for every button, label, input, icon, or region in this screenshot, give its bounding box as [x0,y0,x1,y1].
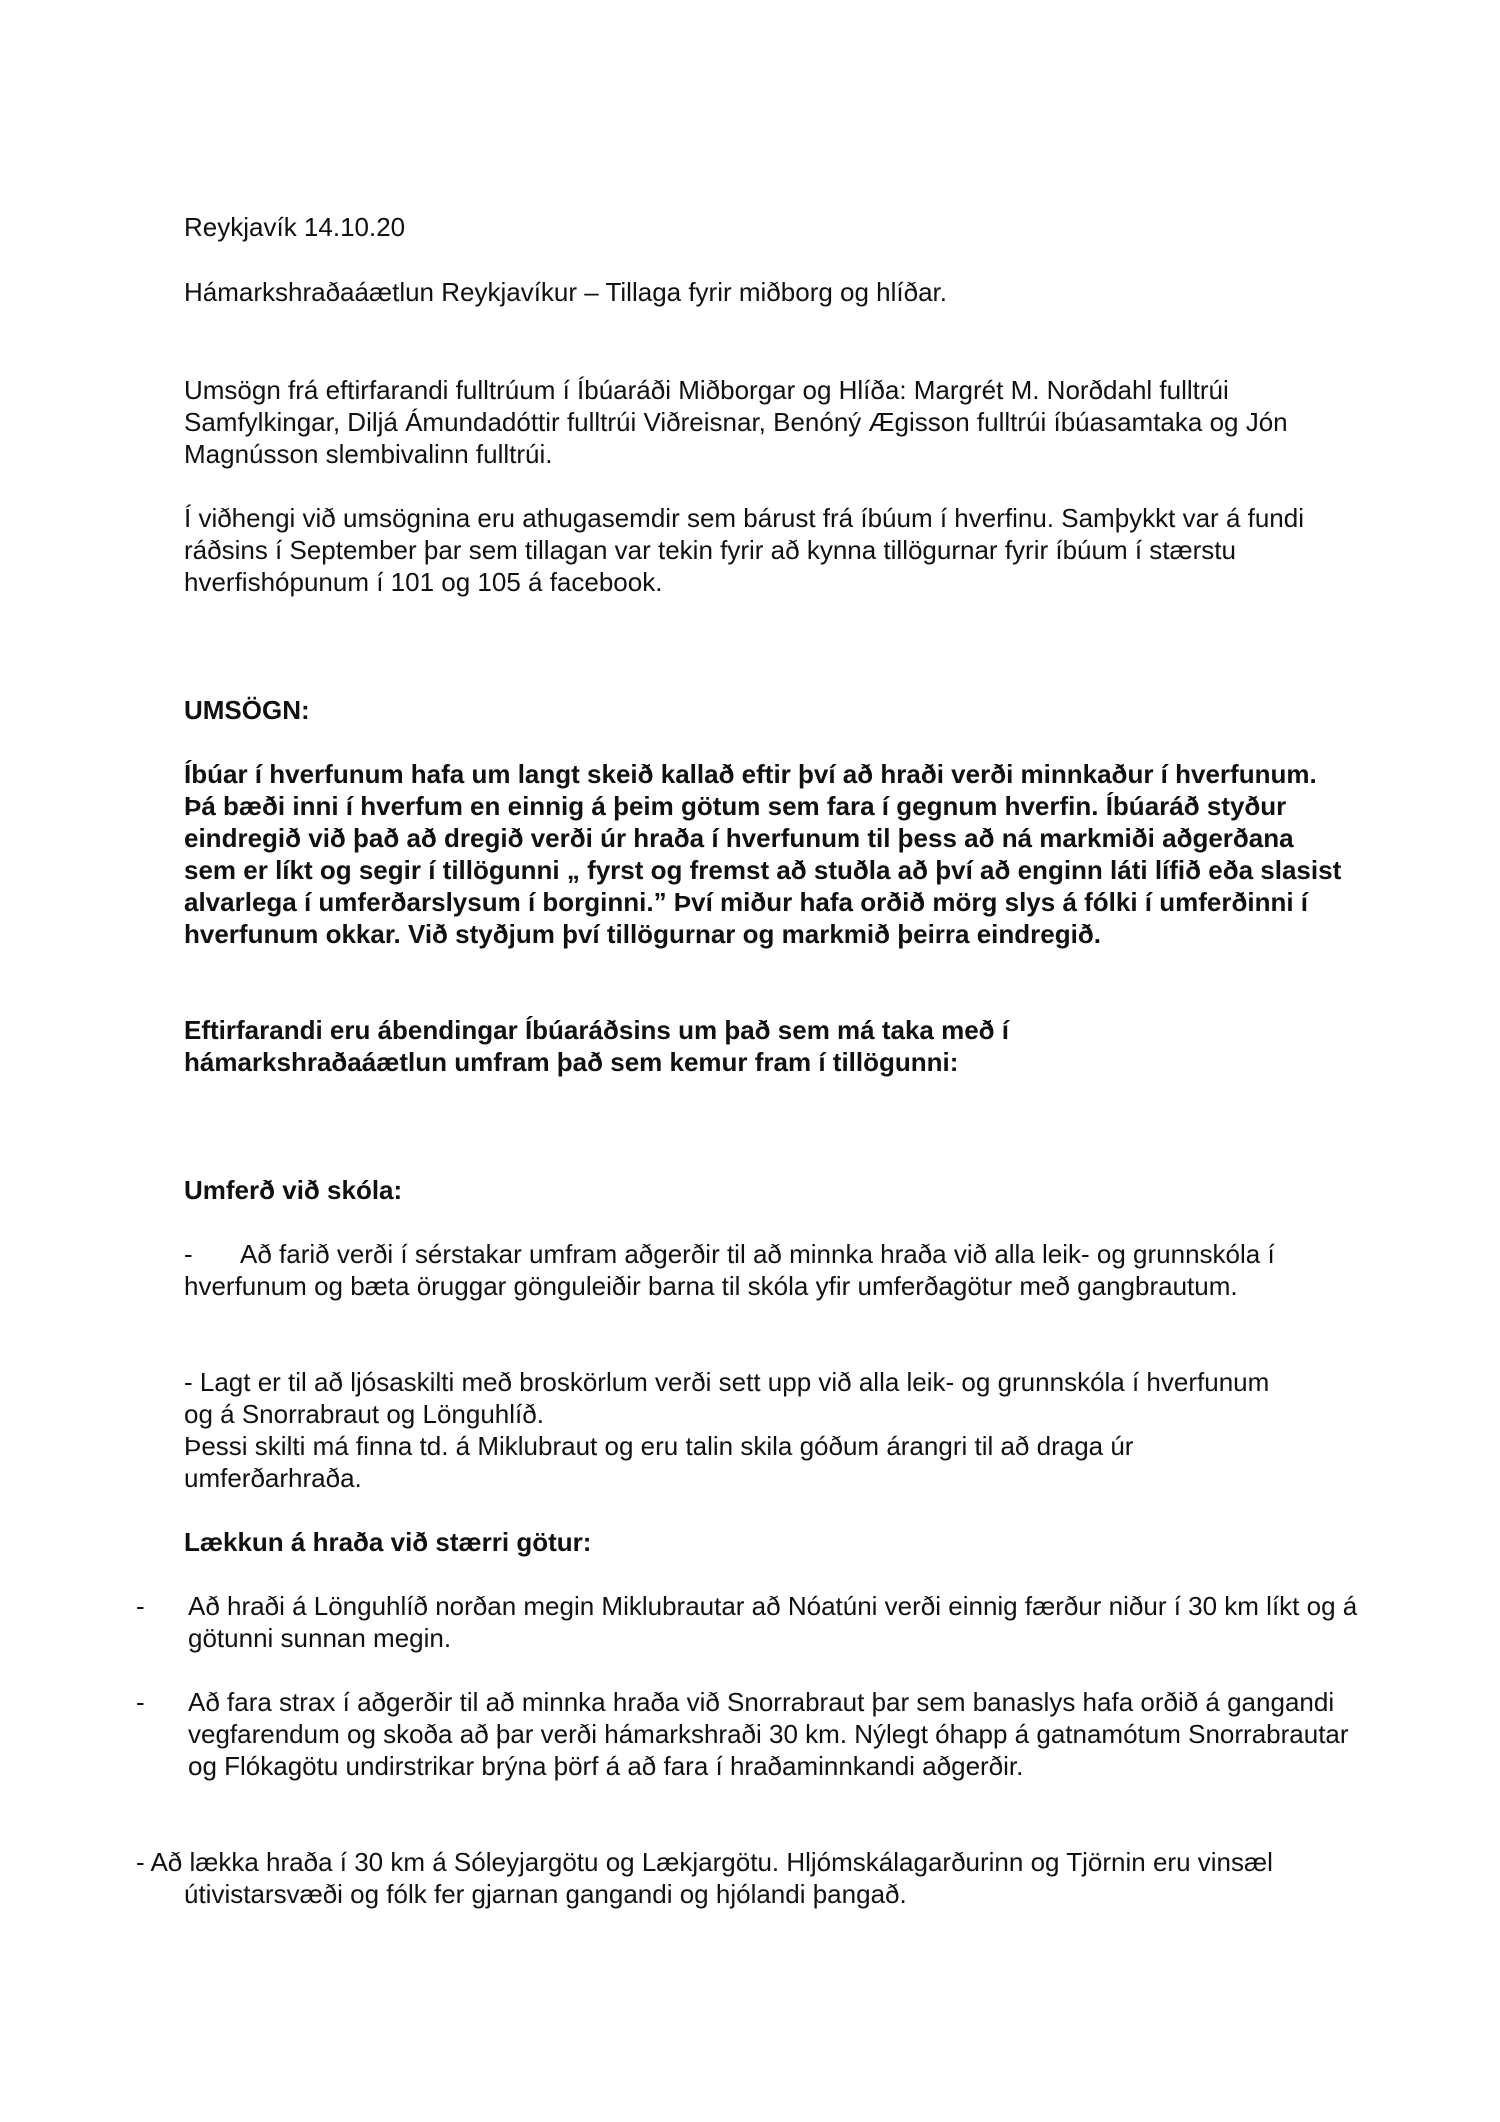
schools-item-1 [184,1238,1334,1302]
review-heading: UMSÖGN: [184,695,310,725]
list-dash: - [136,1591,145,1621]
intro-paragraph: Umsögn frá eftirfarandi fulltrúum í Íbúaráði Miðborgar og Hlíða: Margrét M. Norðdahl fulltrúi Samfylkingar, Diljá Ámundadóttir fulltrúi Viðreisnar, Benóný Ægisson fulltrúi íbúasamtaka og Jón Magnússon slembivalinn fulltrúi. [184,375,1288,469]
speed-item-1-text: Að hraði á Lönguhlíð norðan megin Miklubrautar að Nóatúni verði einnig færður niður í 30 km líkt og á götunni sunnan megin. [188,1591,1358,1653]
date-line: Reykjavík 14.10.20 [184,212,406,242]
list-dash: - [184,1239,193,1269]
schools-heading: Umferð við skóla: [184,1175,403,1205]
schools-item-1-text: Að farið verði í sérstakar umfram aðgerðir til að minnka hraða við alla leik- og grunnskóla í hverfunum og bæta öruggar gönguleiðir barna til skóla yfir umferðagötur með gangbrautum. [184,1239,1275,1301]
attachment-paragraph: Í viðhengi við umsögnina eru athugasemdir sem bárust frá íbúum í hverfinu. Samþykkt var á fundi ráðsins í September þar sem tillagan var tekin fyrir að kynna tillögurnar fyrir íbúum í stærstu hverfishópunum í 101 og 105 á facebook. [184,503,1305,597]
speed-item-2-text: Að fara strax í aðgerðir til að minnka hraða við Snorrabraut þar sem banaslys hafa orðið á gangandi vegfarendum og skoða að þar verði hámarkshraði 30 km. Nýlegt óhapp á gatnamótum Snorrabrautar og Flókagötu undirstrikar brýna þörf á að fara í hraðaminnkandi aðgerðir. [188,1687,1349,1781]
schools-item-2-line-2: Þessi skilti má finna td. á Miklubraut og eru talin skila góðum árangri til að draga úr umferðarhraða. [184,1431,1134,1493]
schools-item-2-line-1: - Lagt er til að ljósaskilti með broskörlum verði sett upp við alla leik- og grunnskóla í hverfunum og á Snorrabraut og Lönguhlíð. [184,1367,1270,1429]
list-dash: - [136,1687,145,1717]
review-paragraph-1: Íbúar í hverfunum hafa um langt skeið kallað eftir því að hraði verði minnkaður í hverfunum. Þá bæði inni í hverfum en einnig á þeim götum sem fara í gegnum hverfin. Íbúaráð styður eindregið við það að dregið verði úr hraða í hverfunum til þess að ná markmiði aðgerðana sem er líkt og segir í tillögunni „ fyrst og fremst að stuðla að því að enginn láti lífið eða slasist alvarlega í umferðarslysum í borginni.” Því miður hafa orðið mörg slys á fólki í umferðinni í hverfunum okkar. Við styðjum því tillögurnar og markmið þeirra eindregið. [184,759,1342,949]
speed-item-2 [136,1686,1368,1782]
review-paragraph-2: Eftirfarandi eru ábendingar Íbúaráðsins um það sem má taka með í hámarkshraðaáætlun umfram það sem kemur fram í tillögunni: [184,1015,1010,1077]
speed-item-1 [136,1590,1360,1654]
speed-heading: Lækkun á hraða við stærri götur: [184,1527,592,1557]
speed-item-3: - Að lækka hraða í 30 km á Sóleyjargötu og Lækjargötu. Hljómskálagarðurinn og Tjörnin eru vinsæl útivistarsvæði og fólk fer gjarnan gangandi og hjólandi þangað. [136,1847,1273,1909]
subject-line: Hámarkshraðaáætlun Reykjavíkur – Tillaga fyrir miðborg og hlíðar. [184,277,948,307]
